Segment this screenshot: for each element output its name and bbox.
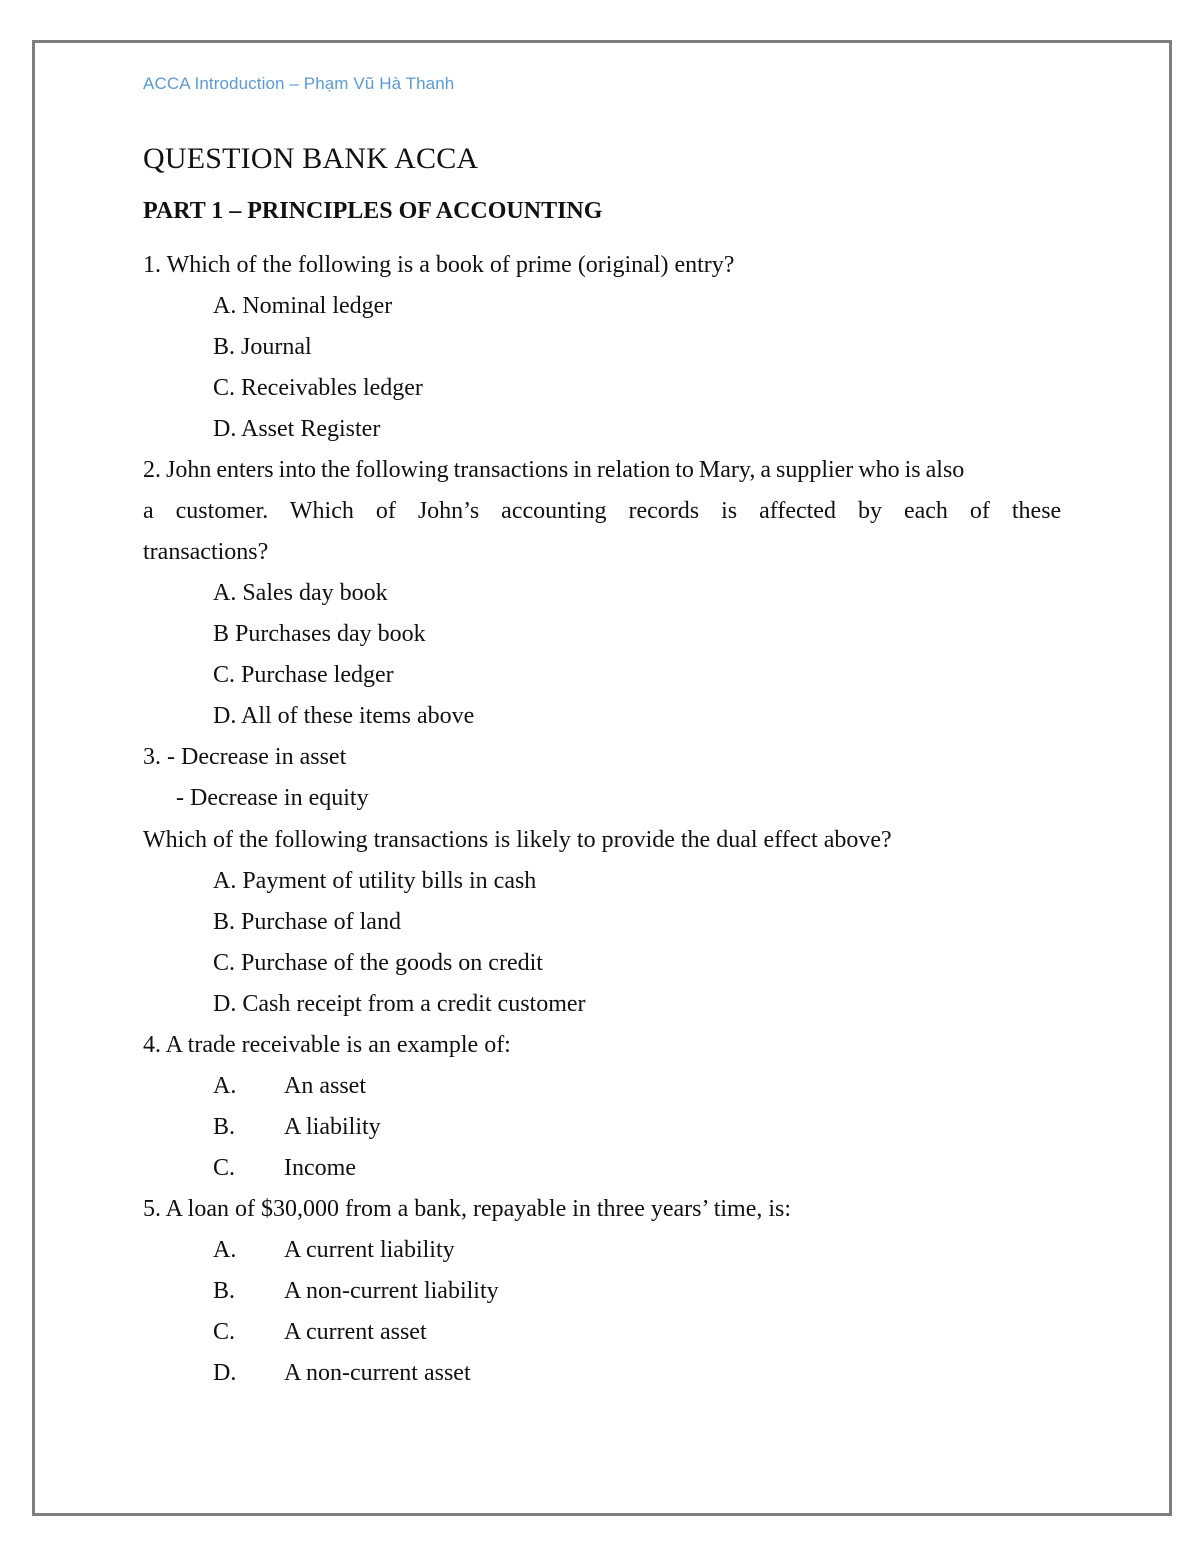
question-5-option-d-text: A non-current asset [284,1360,471,1386]
question-3-option-d: D. Cash receipt from a credit customer [213,991,586,1017]
question-5-text: 5. A loan of $30,000 from a bank, repayable in three years’ time, is: [143,1196,792,1222]
question-5-option-d-letter: D. [213,1360,237,1386]
question-2-line-3: transactions? [143,539,269,565]
question-3-option-a: A. Payment of utility bills in cash [213,868,537,894]
question-3-option-b: B. Purchase of land [213,909,401,935]
question-5-option-c-letter: C. [213,1319,236,1345]
question-5-option-b-letter: B. [213,1278,236,1304]
running-header: ACCA Introduction – Phạm Vũ Hà Thanh [143,74,455,93]
question-1-option-a: A. Nominal ledger [213,293,393,319]
question-2-option-b: B Purchases day book [213,621,426,647]
question-2-line-1: 2. John enters into the following transactions in relation to Mary, a supplier who is also [143,457,965,483]
question-4-option-c-text: Income [284,1155,356,1181]
question-2-line-2: a customer. Which of John’s accounting records is affected by each of these [143,498,1062,524]
question-3-option-c: C. Purchase of the goods on credit [213,950,543,976]
question-1-option-b: B. Journal [213,334,312,360]
question-4-option-a-text: An asset [284,1073,366,1099]
question-3-effect-1: 3. - Decrease in asset [143,744,347,770]
question-4-text: 4. A trade receivable is an example of: [143,1032,511,1058]
question-5-option-a-text: A current liability [284,1237,455,1263]
document-title: QUESTION BANK ACCA [143,142,479,175]
question-5-option-c-text: A current asset [284,1319,427,1345]
question-5-option-b-text: A non-current liability [284,1278,499,1304]
question-1-text: 1. Which of the following is a book of prime (original) entry? [143,252,735,278]
question-4-option-b-letter: B. [213,1114,236,1140]
question-2-option-c: C. Purchase ledger [213,662,394,688]
question-2-option-d: D. All of these items above [213,703,475,729]
question-5-option-a-letter: A. [213,1237,237,1263]
part-title: PART 1 – PRINCIPLES OF ACCOUNTING [143,198,603,224]
question-1-option-c: C. Receivables ledger [213,375,423,401]
question-4-option-b-text: A liability [284,1114,381,1140]
question-3-effect-2: - Decrease in equity [176,785,369,811]
question-1-option-d: D. Asset Register [213,416,381,442]
question-4-option-a-letter: A. [213,1073,237,1099]
question-2-option-a: A. Sales day book [213,580,388,606]
question-3-text: Which of the following transactions is likely to provide the dual effect above? [143,827,892,853]
question-4-option-c-letter: C. [213,1155,236,1181]
